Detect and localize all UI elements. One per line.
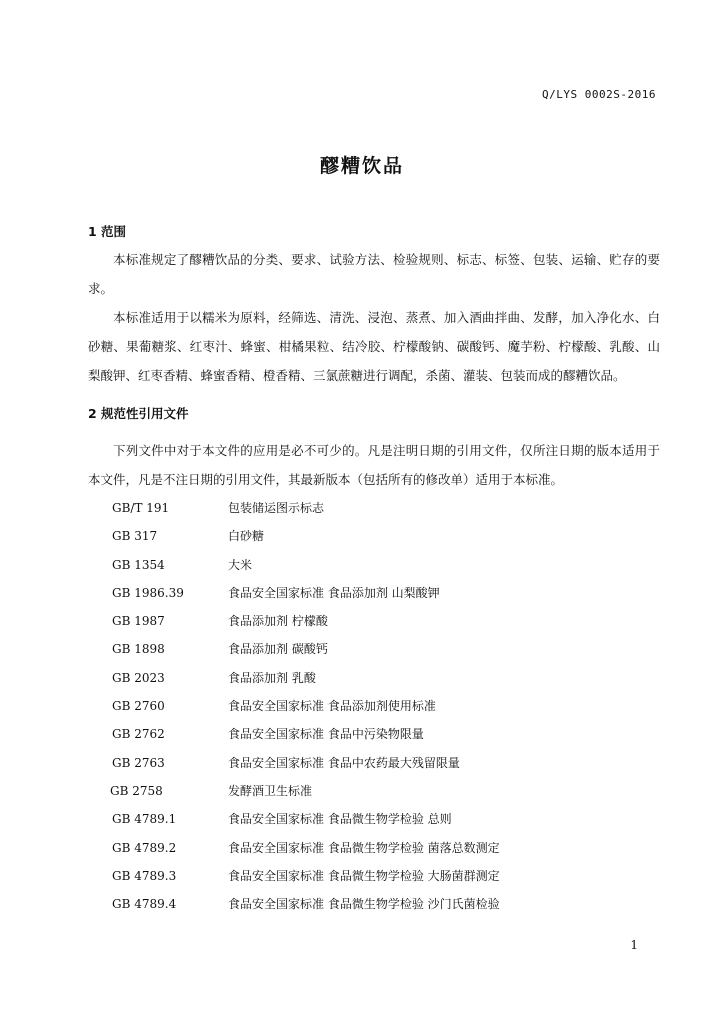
reference-code: GB 2023 [112, 670, 165, 685]
reference-code: GB 4789.3 [112, 868, 177, 883]
scope-paragraph-1: 本标准规定了醪糟饮品的分类、要求、试验方法、检验规则、标志、标签、包装、运输、贮存的要求。 [88, 252, 660, 296]
reference-code: GB/T 191 [112, 501, 170, 515]
reference-name: 食品安全国家标准 食品中污染物限量 [228, 727, 424, 742]
reference-name: 白砂糖 [228, 529, 265, 544]
reference-item [88, 862, 660, 890]
reference-item [88, 720, 660, 748]
reference-name: 食品安全国家标准 食品中农药最大残留限量 [228, 755, 460, 770]
reference-item [88, 494, 660, 522]
section-heading-scope: 1 范围 [88, 224, 127, 239]
page-number: 1 [630, 938, 638, 952]
reference-name: 食品安全国家标准 食品添加剂 山梨酸钾 [228, 585, 440, 600]
reference-name: 食品安全国家标准 食品添加剂使用标准 [228, 699, 436, 714]
reference-item [88, 607, 660, 635]
reference-item [88, 692, 660, 720]
reference-name: 食品安全国家标准 食品微生物学检验 总则 [228, 812, 452, 827]
reference-name: 食品添加剂 碳酸钙 [228, 642, 328, 657]
reference-code: GB 2758 [110, 783, 163, 798]
standard-number: Q/LYS 0002S-2016 [542, 88, 656, 101]
reference-code: GB 2763 [112, 755, 165, 770]
reference-code: GB 1986.39 [112, 585, 184, 600]
reference-name: 食品安全国家标准 食品微生物学检验 沙门氏菌检验 [228, 897, 500, 912]
reference-code: GB 317 [112, 529, 158, 544]
reference-name: 食品添加剂 乳酸 [228, 670, 316, 685]
reference-name: 食品添加剂 柠檬酸 [228, 614, 328, 629]
reference-item [88, 579, 660, 607]
reference-code: GB 1354 [112, 557, 165, 572]
section-heading-references: 2 规范性引用文件 [88, 406, 189, 421]
reference-code: GB 4789.2 [112, 840, 177, 855]
reference-item [88, 749, 660, 777]
reference-item [88, 834, 660, 862]
reference-name: 发酵酒卫生标准 [228, 783, 313, 798]
reference-item [88, 664, 660, 692]
reference-item [88, 635, 660, 663]
reference-name: 大米 [228, 557, 253, 572]
reference-name: 食品安全国家标准 食品微生物学检验 菌落总数测定 [228, 840, 500, 855]
scope-paragraph-2: 本标准适用于以糯米为原料，经筛选、清洗、浸泡、蒸煮、加入酒曲拌曲、发酵，加入净化水、白砂糖、果葡糖浆、红枣汁、蜂蜜、柑橘果粒、结冷胶、柠檬酸钠、碳酸钙、魔芋粉、柠檬酸、乳酸、山梨酸钾、红枣香精、蜂蜜香精、橙香精、三氯蔗糖进行调配，杀菌、灌装、包装而成的醪糟饮品。 [88, 310, 660, 383]
references-intro: 下列文件中对于本文件的应用是必不可少的。凡是注明日期的引用文件，仅所注日期的版本适用于本文件，凡是不注日期的引用文件，其最新版本（包括所有的修改单）适用于本标准。 [88, 443, 660, 487]
reference-name: 食品安全国家标准 食品微生物学检验 大肠菌群测定 [228, 868, 500, 883]
reference-name: 包装储运图示标志 [228, 501, 325, 515]
reference-code: GB 4789.1 [112, 812, 177, 827]
reference-code: GB 2762 [112, 727, 165, 742]
reference-item [88, 551, 660, 579]
reference-item [88, 777, 660, 805]
reference-list [88, 494, 660, 918]
document-title: 醪糟饮品 [319, 155, 404, 177]
reference-item [88, 805, 660, 833]
reference-code: GB 1987 [112, 614, 165, 629]
reference-item [88, 890, 660, 918]
reference-code: GB 1898 [112, 642, 165, 657]
reference-code: GB 4789.4 [112, 897, 177, 912]
reference-code: GB 2760 [112, 699, 165, 714]
reference-item [88, 522, 660, 550]
